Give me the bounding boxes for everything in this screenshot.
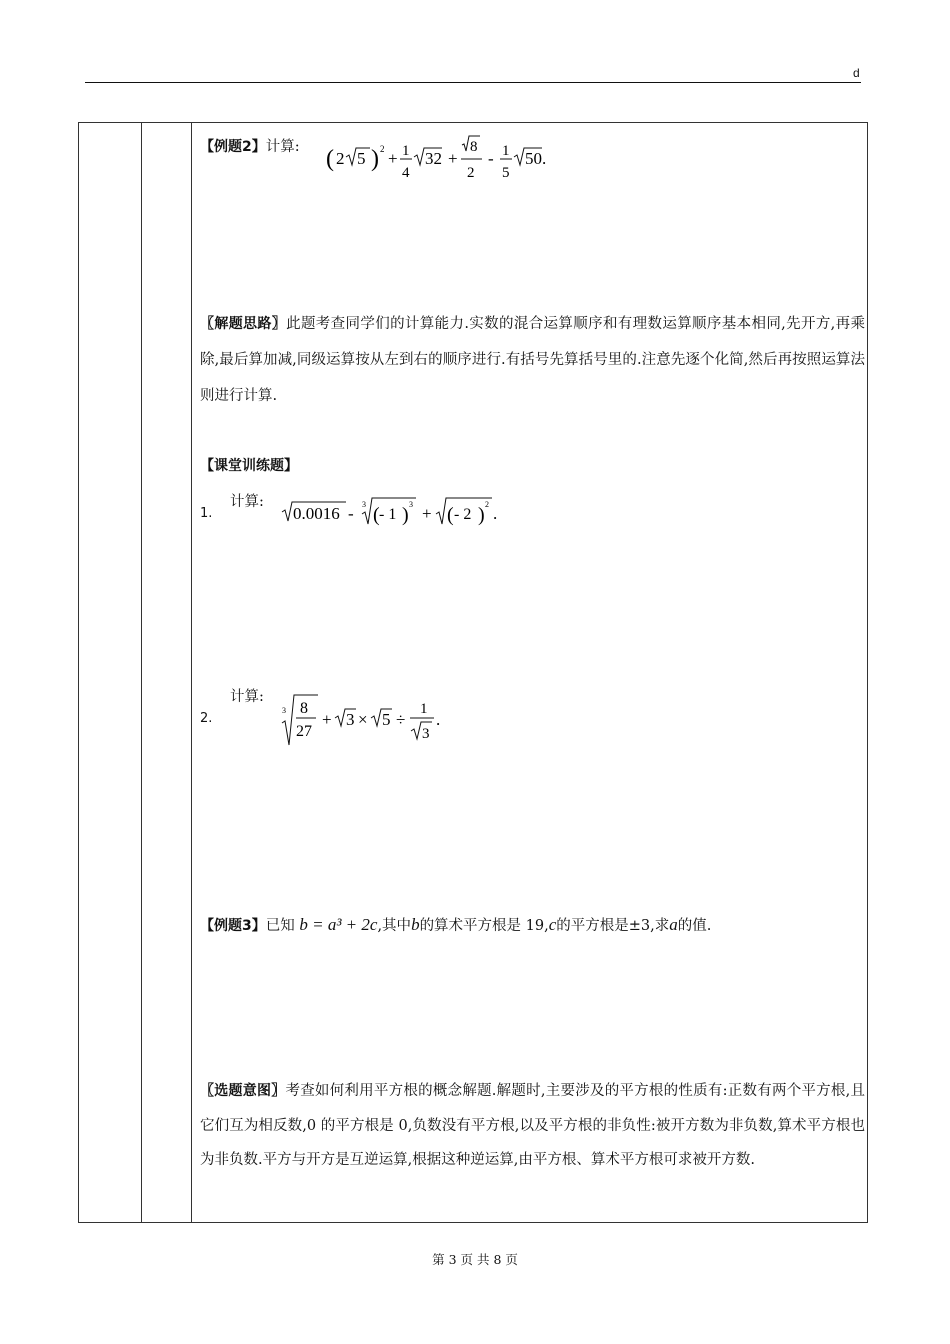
svg-text:50.: 50. — [525, 149, 547, 168]
svg-text:- 2: - 2 — [454, 506, 472, 523]
svg-text:-: - — [348, 504, 354, 523]
header-letter: d — [853, 66, 860, 80]
header-rule — [85, 82, 861, 83]
svg-text:2: 2 — [467, 165, 475, 181]
svg-text:+: + — [388, 149, 398, 168]
svg-text:5: 5 — [382, 710, 391, 729]
svg-text:+: + — [422, 504, 432, 523]
example3-var-b: b — [411, 915, 420, 934]
svg-text:-: - — [488, 149, 494, 168]
svg-text:3: 3 — [422, 726, 430, 742]
svg-text:×: × — [358, 710, 368, 729]
approach-section — [200, 306, 865, 414]
svg-text:(: ( — [326, 146, 334, 172]
svg-text:8: 8 — [300, 700, 308, 717]
q1-number: 1. — [200, 506, 213, 521]
svg-text:+: + — [322, 710, 332, 729]
svg-text:0.0016: 0.0016 — [293, 504, 340, 523]
svg-text:.: . — [436, 710, 441, 729]
example3-var-c: c — [548, 915, 557, 934]
example3-text2: ,其中 — [377, 918, 412, 934]
svg-text:8: 8 — [470, 139, 478, 155]
example2-expression — [326, 131, 576, 185]
svg-text:2: 2 — [485, 500, 489, 509]
example3-formula: b = a³ + 2c — [299, 915, 378, 934]
intent-section — [200, 1074, 865, 1178]
svg-text:3: 3 — [409, 500, 413, 509]
svg-text:2: 2 — [380, 144, 385, 154]
svg-text:): ) — [478, 504, 485, 526]
svg-text:1: 1 — [420, 701, 428, 717]
q2-number: 2. — [200, 711, 213, 726]
svg-text:27: 27 — [296, 723, 312, 740]
svg-text:3: 3 — [282, 706, 286, 715]
svg-text:1: 1 — [402, 143, 410, 159]
example3-text3: 的算术平方根是 19, — [419, 918, 549, 934]
svg-text:2: 2 — [336, 149, 345, 168]
example3-text1: 已知 — [265, 918, 295, 934]
example2 — [200, 135, 865, 181]
svg-text:5: 5 — [357, 149, 366, 168]
page-footer: 第 3 页 共 8 页 — [432, 1252, 518, 1267]
q1-prompt: 计算: — [230, 494, 264, 510]
svg-text:.: . — [493, 504, 498, 523]
svg-text:32: 32 — [425, 149, 442, 168]
approach-text: 此题考查同学们的计算能力.实数的混合运算顺序和有理数运算顺序基本相同,先开方,再乘除,最后算加减,同级运算按从左到右的顺序进行.有括号先算括号里的.注意先逐个化简,然后再按照运算法则进行计算. — [200, 316, 865, 404]
q2-prompt: 计算: — [230, 689, 264, 705]
practice-heading: 【课堂训练题】 — [200, 458, 298, 474]
example2-prompt: 计算: — [265, 139, 300, 155]
svg-text:): ) — [402, 504, 409, 526]
column-divider-1 — [141, 123, 142, 1222]
svg-text:): ) — [371, 146, 379, 172]
svg-text:÷: ÷ — [396, 710, 406, 729]
column-divider-2 — [191, 123, 192, 1222]
svg-text:(: ( — [373, 504, 380, 526]
svg-text:- 1: - 1 — [379, 506, 397, 523]
svg-text:5: 5 — [502, 165, 510, 181]
example3 — [200, 913, 865, 938]
example3-var-a: a — [669, 915, 678, 934]
svg-text:1: 1 — [502, 143, 510, 159]
intent-text: 考查如何利用平方根的概念解题.解题时,主要涉及的平方根的性质有:正数有两个平方根,且它们互为相反数,0 的平方根是 0,负数没有平方根,以及平方根的非负性:被开方数为非负数,算术平方根也为非负数.平方与开方是互逆运算,根据这种逆运算,由平方根、算术平方根可求被开方数. — [200, 1083, 866, 1168]
svg-text:3: 3 — [362, 500, 366, 509]
q1-expression — [280, 494, 510, 534]
svg-text:3: 3 — [346, 710, 355, 729]
q2-expression — [280, 693, 460, 753]
example3-text5: 的值. — [677, 918, 712, 934]
svg-text:(: ( — [447, 504, 454, 526]
svg-text:+: + — [448, 149, 458, 168]
example3-label: 【例题3】 — [200, 918, 266, 934]
svg-text:4: 4 — [402, 165, 410, 181]
intent-label: 〖选题意图〗 — [200, 1083, 286, 1099]
example3-text4: 的平方根是±3,求 — [556, 918, 670, 934]
approach-label: 〖解题思路〗 — [200, 316, 287, 332]
table-frame — [78, 122, 868, 1223]
example2-label: 【例题2】 — [200, 139, 266, 155]
